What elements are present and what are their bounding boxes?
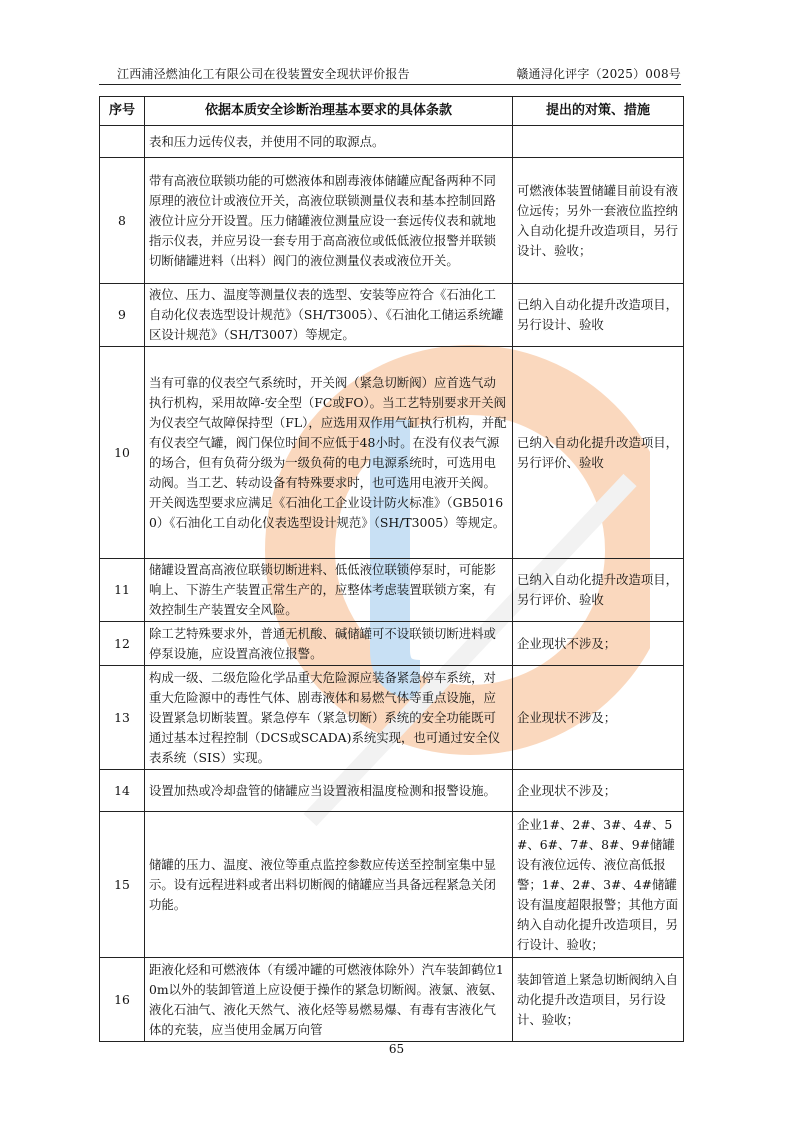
row-measure: 可燃液体装置储罐目前设有液位远传；另外一套液位监控纳入自动化提升改造项目，另行设计、验收； [513, 158, 684, 284]
row-number: 9 [100, 284, 145, 347]
row-number: 12 [100, 622, 145, 666]
row-clause: 当有可靠的仪表空气系统时，开关阀（紧急切断阀）应首选气动执行机构，采用故障-安全型（FC或FO）。当工艺特别要求开关阀为仪表空气故障保持型（FL），应选用双作用气缸执行机构，并配有仪表空气罐，阀门保位时间不应低于48小时。在没有仪表气源的场合，但有负荷分级为一级负荷的电力电源系统时，可选用电动阀。当工艺、转动设备有特殊要求时，也可选用电液开关阀。开关阀选型要求应满足《石油化工企业设计防火标准》（GB50160）《石油化工自动化仪表选型设计规范》（SH/T3005）等规定。 [145, 347, 513, 559]
row-clause: 储罐的压力、温度、液位等重点监控参数应传送至控制室集中显示。设有远程进料或者出料切断阀的储罐应当具备远程紧急关闭功能。 [145, 812, 513, 958]
table-row [100, 958, 684, 1042]
row-clause: 液位、压力、温度等测量仪表的选型、安装等应符合《石油化工自动化仪表选型设计规范》（SH/T3005）、《石油化工储运系统罐区设计规范》（SH/T3007）等规定。 [145, 284, 513, 347]
row-clause: 构成一级、二级危险化学品重大危险源应装备紧急停车系统，对重大危险源中的毒性气体、剧毒液体和易燃气体等重点设施，应设置紧急切断装置。紧急停车（紧急切断）系统的安全功能既可通过基本过程控制（DCS或SCADA)系统实现，也可通过安全仪表系统（SIS）实现。 [145, 666, 513, 770]
table-row [100, 559, 684, 622]
assessment-table [99, 96, 684, 1042]
header-report-number: 赣通浔化评字（2025）008号 [516, 67, 681, 81]
table-row [100, 770, 684, 812]
row-number: 16 [100, 958, 145, 1042]
row-number: 14 [100, 770, 145, 812]
row-clause: 储罐设置高高液位联锁切断进料、低低液位联锁停泵时，可能影响上、下游生产装置正常生产的，应整体考虑装置联锁方案，有效控制生产装置安全风险。 [145, 559, 513, 622]
column-header-clause: 依据本质安全诊断治理基本要求的具体条款 [145, 97, 513, 126]
table-row [100, 347, 684, 559]
row-measure: 已纳入自动化提升改造项目，另行评价、验收 [513, 559, 684, 622]
row-clause: 除工艺特殊要求外，普通无机酸、碱储罐可不设联锁切断进料或停泵设施，应设置高液位报警。 [145, 622, 513, 666]
row-number: 10 [100, 347, 145, 559]
column-header-number: 序号 [100, 97, 145, 126]
header-rule [99, 84, 681, 85]
row-clause: 设置加热或冷却盘管的储罐应当设置液相温度检测和报警设施。 [145, 770, 513, 812]
page-header [117, 64, 681, 82]
row-number: 13 [100, 666, 145, 770]
row-measure: 装卸管道上紧急切断阀纳入自动化提升改造项目，另行设计、验收； [513, 958, 684, 1042]
row-measure: 企业1#、2#、3#、4#、5#、6#、7#、8#、9#储罐设有液位远传、液位高低报警；1#、2#、3#、4#储罐设有温度超限报警；其他方面纳入自动化提升改造项目，另行设计、验收； [513, 812, 684, 958]
table-row [100, 812, 684, 958]
row-number [100, 126, 145, 158]
row-measure [513, 126, 684, 158]
row-measure: 已纳入自动化提升改造项目，另行评价、验收 [513, 347, 684, 559]
row-number: 11 [100, 559, 145, 622]
table-header-row [100, 97, 684, 126]
page-number: 65 [388, 1042, 405, 1056]
row-measure: 企业现状不涉及； [513, 622, 684, 666]
row-clause: 带有高液位联锁功能的可燃液体和剧毒液体储罐应配备两种不同原理的液位计或液位开关，高液位联锁测量仪表和基本控制回路液位计应分开设置。压力储罐液位测量应设一套远传仪表和就地指示仪表，并应另设一套专用于高高液位或低低液位报警并联锁切断储罐进料（出料）阀门的液位测量仪表或液位开关。 [145, 158, 513, 284]
table-row [100, 158, 684, 284]
row-clause: 表和压力远传仪表，并使用不同的取源点。 [145, 126, 513, 158]
table-row [100, 284, 684, 347]
row-measure: 已纳入自动化提升改造项目，另行设计、验收 [513, 284, 684, 347]
column-header-measure: 提出的对策、措施 [513, 97, 684, 126]
table-row [100, 126, 684, 158]
table-row [100, 622, 684, 666]
row-measure: 企业现状不涉及； [513, 770, 684, 812]
row-clause: 距液化烃和可燃液体（有缓冲罐的可燃液体除外）汽车装卸鹤位10m以外的装卸管道上应设便于操作的紧急切断阀。液氯、液氨、液化石油气、液化天然气、液化烃等易燃易爆、有毒有害液化气体的充装，应当使用金属万向管 [145, 958, 513, 1042]
row-number: 15 [100, 812, 145, 958]
row-number: 8 [100, 158, 145, 284]
table-row [100, 666, 684, 770]
row-measure: 企业现状不涉及； [513, 666, 684, 770]
header-company: 江西浦泾燃油化工有限公司在役装置安全现状评价报告 [117, 67, 410, 81]
